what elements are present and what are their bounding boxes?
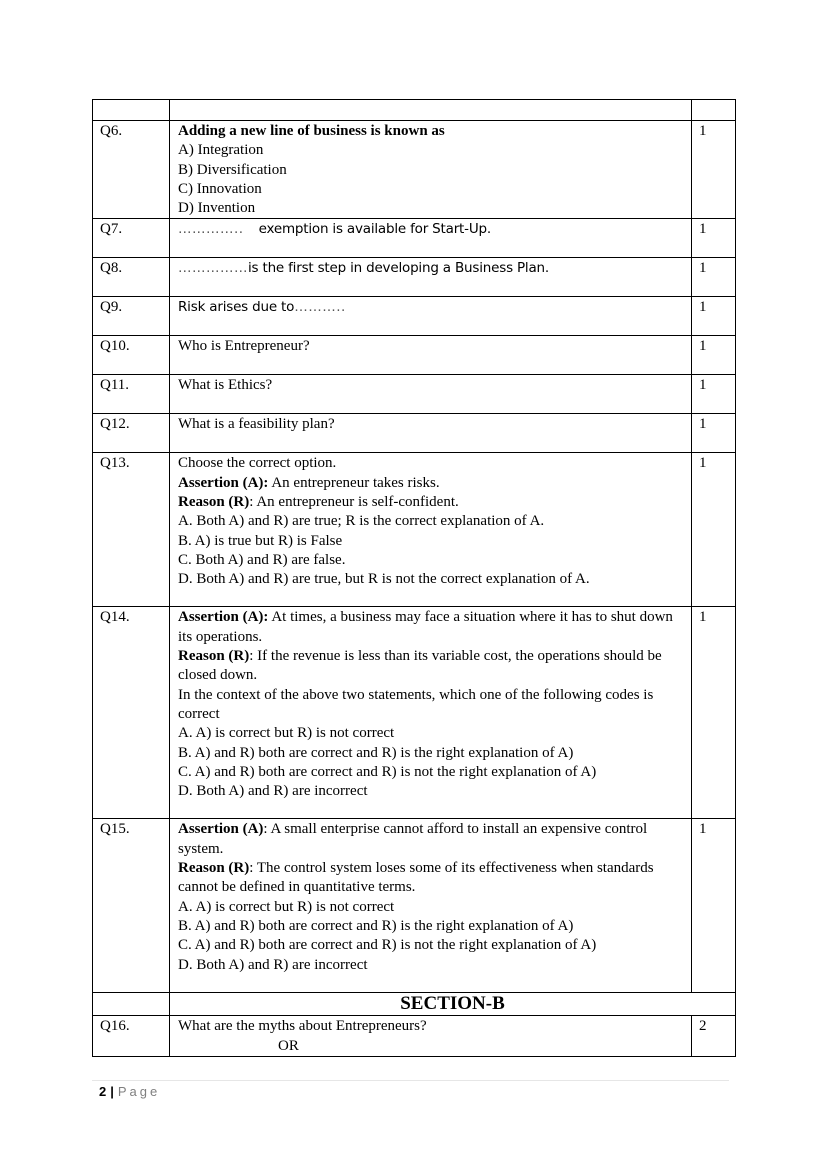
blank-dots: ………….. [178, 221, 244, 238]
question-text [170, 258, 692, 297]
reason [178, 647, 683, 686]
question-marks: 2 [692, 1016, 736, 1057]
header-row [93, 100, 736, 121]
footer-separator: | [110, 1084, 114, 1099]
question-marks: 1 [692, 336, 736, 375]
blank-dots: …………… [178, 260, 248, 277]
question-number: Q9. [93, 297, 170, 336]
option-d: D) Invention [178, 200, 256, 217]
question-row-q14 [93, 607, 736, 819]
option-c: C) Innovation [178, 180, 262, 197]
question-marks: 1 [692, 121, 736, 219]
question-number: Q15. [93, 819, 170, 993]
assertion [178, 474, 683, 493]
question-number: Q11. [93, 375, 170, 414]
question-row-q7 [93, 219, 736, 258]
option-a: A. A) is correct but R) is not correct [178, 898, 395, 915]
option-b: B. A) and R) both are correct and R) is the right explanation of A) [178, 744, 574, 761]
question-body: is the first step in developing a Business Plan. [248, 260, 549, 277]
question-row-q6 [93, 121, 736, 219]
question-row-q13 [93, 453, 736, 607]
question-body: What are the myths about Entrepreneurs? [178, 1018, 427, 1035]
question-marks: 1 [692, 375, 736, 414]
question-marks: 1 [692, 607, 736, 819]
assertion-label: Assertion (A) [178, 821, 264, 838]
question-text [170, 121, 692, 219]
option-b: B) Diversification [178, 161, 287, 178]
question-number: Q8. [93, 258, 170, 297]
question-marks: 1 [692, 297, 736, 336]
question-marks: 1 [692, 258, 736, 297]
option-d: D. Both A) and R) are incorrect [178, 956, 368, 973]
option-b: B. A) is true but R) is False [178, 532, 343, 549]
question-body: Risk arises due to [178, 299, 295, 316]
question-row-q16 [93, 1016, 736, 1057]
question-row-q11 [93, 375, 736, 414]
reason-text: : An entrepreneur is self-confident. [249, 494, 459, 511]
question-marks: 1 [692, 453, 736, 607]
question-row-q10 [93, 336, 736, 375]
question-marks: 1 [692, 819, 736, 993]
question-number: Q16. [93, 1016, 170, 1057]
question-number: Q14. [93, 607, 170, 819]
assertion-text: : A small enterprise cannot afford to install an expensive control system. [178, 821, 648, 857]
question-text: What is Ethics? [170, 375, 692, 414]
question-number: Q13. [93, 453, 170, 607]
option-d: D. Both A) and R) are incorrect [178, 783, 368, 800]
section-b-heading: SECTION-B [170, 993, 736, 1016]
question-row-q12 [93, 414, 736, 453]
reason-text: : If the revenue is less than its variable cost, the operations should be closed down. [178, 648, 662, 684]
question-table [92, 99, 736, 1057]
section-number-cell [93, 993, 170, 1016]
section-b-row [93, 993, 736, 1016]
option-b: B. A) and R) both are correct and R) is the right explanation of A) [178, 917, 574, 934]
question-marks: 1 [692, 219, 736, 258]
question-number: Q10. [93, 336, 170, 375]
question-text [170, 819, 692, 993]
question-row-q8 [93, 258, 736, 297]
header-cell-question [170, 100, 692, 121]
assertion-text: An entrepreneur takes risks. [268, 474, 440, 491]
or-separator: OR [278, 1037, 299, 1054]
question-text [170, 607, 692, 819]
question-text [170, 453, 692, 607]
header-cell-number [93, 100, 170, 121]
reason-label: Reason (R) [178, 860, 250, 877]
question-text [170, 1016, 692, 1057]
assertion-label: Assertion (A): [178, 609, 269, 626]
question-row-q9 [93, 297, 736, 336]
page-footer [92, 1080, 729, 1099]
question-text [170, 297, 692, 336]
assertion-label: Assertion (A): [178, 474, 269, 491]
question-context: In the context of the above two statements, which one of the following codes is correct [178, 686, 654, 722]
header-cell-marks [692, 100, 736, 121]
reason-text: : The control system loses some of its effectiveness when standards cannot be defined in quantitative terms. [178, 860, 654, 896]
page-number: 2 [99, 1084, 107, 1099]
option-c: C. Both A) and R) are false. [178, 551, 346, 568]
question-marks: 1 [692, 414, 736, 453]
assertion-text: At times, a business may face a situation where it has to shut down its operations. [178, 609, 673, 645]
option-a: A) Integration [178, 142, 264, 159]
question-number: Q7. [93, 219, 170, 258]
question-text [170, 219, 692, 258]
question-text: Who is Entrepreneur? [170, 336, 692, 375]
reason [178, 859, 683, 898]
assertion [178, 608, 683, 647]
question-body: exemption is available for Start-Up. [258, 221, 491, 238]
option-a: A. A) is correct but R) is not correct [178, 725, 395, 742]
option-c: C. A) and R) both are correct and R) is not the right explanation of A) [178, 937, 597, 954]
question-stem: Adding a new line of business is known as [178, 123, 445, 139]
question-number: Q6. [93, 121, 170, 219]
reason-label: Reason (R) [178, 494, 250, 511]
question-row-q15 [93, 819, 736, 993]
blank-dots: ……….. [294, 299, 346, 316]
question-intro: Choose the correct option. [178, 455, 337, 472]
question-text: What is a feasibility plan? [170, 414, 692, 453]
page-label: Page [117, 1084, 161, 1099]
assertion [178, 820, 683, 859]
option-c: C. A) and R) both are correct and R) is not the right explanation of A) [178, 763, 597, 780]
reason [178, 493, 683, 512]
option-a: A. Both A) and R) are true; R is the correct explanation of A. [178, 513, 545, 530]
reason-label: Reason (R) [178, 648, 250, 665]
question-number: Q12. [93, 414, 170, 453]
option-d: D. Both A) and R) are true, but R is not the correct explanation of A. [178, 571, 590, 588]
